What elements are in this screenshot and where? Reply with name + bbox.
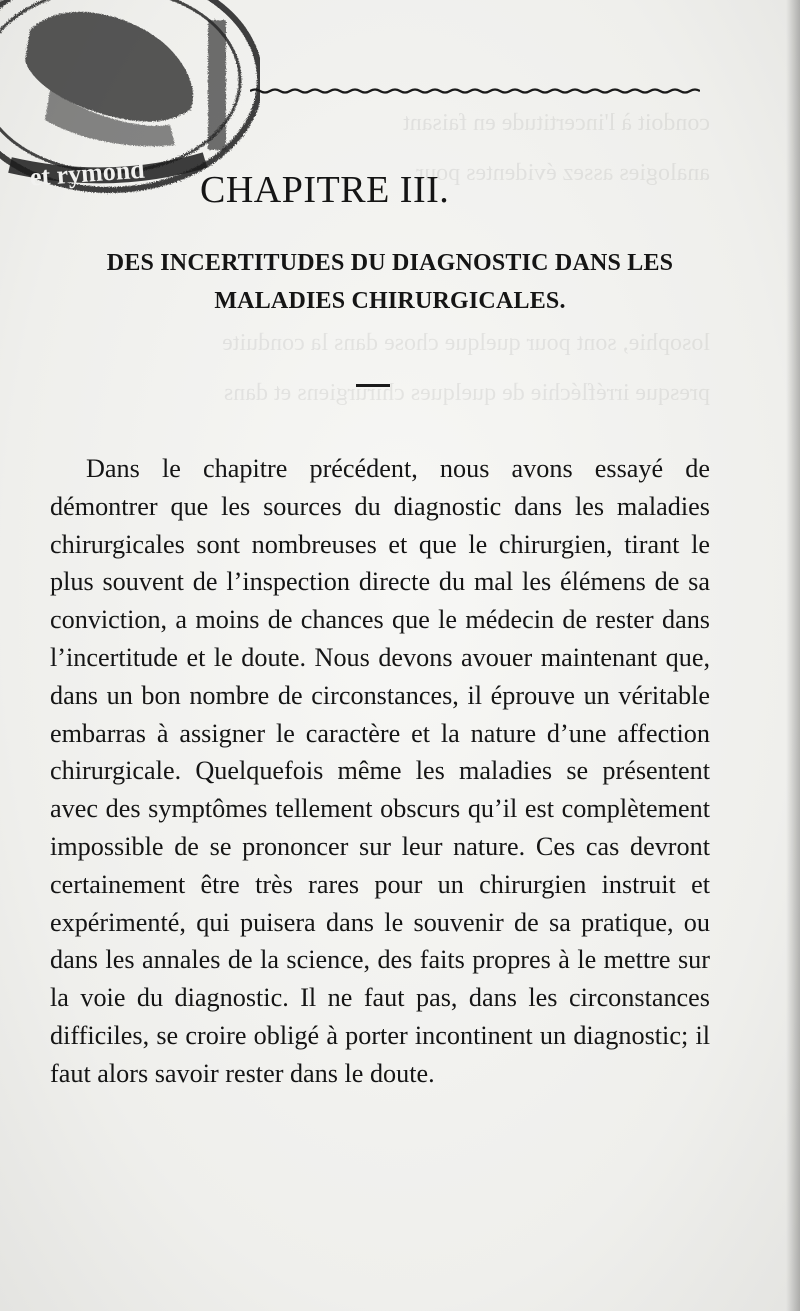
- section-title-line: DES INCERTITUDES DU DIAGNOSTIC DANS LES: [106, 250, 674, 276]
- chapter-title: CHAPITRE III.: [200, 169, 450, 211]
- stamp-text: et rymond: [28, 154, 146, 192]
- section-divider: [356, 384, 390, 387]
- bleed-through-texture: presque irréfléchie de quelques chirurgiens et dans: [223, 380, 710, 406]
- section-title: [40, 244, 740, 320]
- page-gutter-shadow: [786, 0, 800, 1311]
- bleed-through-texture: analogies assez évidentes pour: [416, 160, 710, 186]
- bleed-through-texture: losophie, sont pour quelque chose dans la conduite: [222, 330, 710, 356]
- section-title-line: MALADIES CHIRURGICALES.: [214, 288, 566, 314]
- bleed-through-texture: condoit à l'incertitude en faisant: [403, 110, 710, 136]
- top-rule: [250, 88, 700, 94]
- body-paragraph: Dans le chapitre précédent, nous avons essayé de démontrer que les sources du diagnostic dans les maladies chirurgicales sont nombreuses et que le chirurgien, tirant le plus souvent de l’inspection directe du mal les élémens de sa conviction, a moins de chances que le médecin de rester dans l’incertitude et le doute. Nous devons avouer maintenant que, dans un bon nombre de circonstances, il éprouve un véritable embarras à assigner le caractère et la nature d’une affection chirurgicale. Quelquefois même les maladies se présentent avec des symptômes tellement obscurs qu’il est complètement impossible de se prononcer sur leur nature. Ces cas devront certainement être très rares pour un chirurgien instruit et expérimenté, qui puisera dans le souvenir de sa pratique, ou dans les annales de la science, des faits propres à le mettre sur la voie du diagnostic. Il ne faut pas, dans les circonstances difficiles, se croire obligé à porter incontinent un diagnostic; il faut alors savoir rester dans le doute.: [50, 454, 710, 1088]
